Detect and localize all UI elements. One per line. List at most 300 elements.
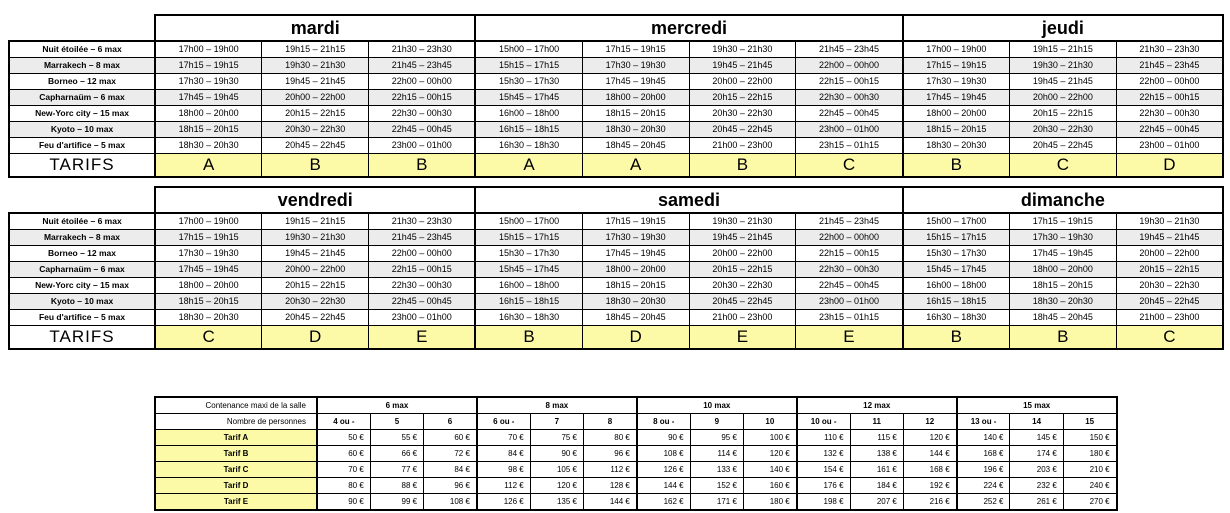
price-cell: 126 € <box>637 462 690 478</box>
time-slot: 16h15 – 18h15 <box>475 294 582 310</box>
time-slot: 21h45 – 23h45 <box>796 41 903 58</box>
time-slot: 17h30 – 19h30 <box>582 58 689 74</box>
room-name: Marrakech – 8 max <box>9 230 155 246</box>
time-slot: 22h30 – 00h30 <box>796 262 903 278</box>
time-slot: 16h30 – 18h30 <box>475 310 582 326</box>
time-slot: 22h00 – 00h00 <box>796 58 903 74</box>
time-slot: 22h45 – 00h45 <box>796 278 903 294</box>
corner-cell <box>9 15 155 41</box>
tarif-row <box>155 462 1117 478</box>
tarif-row <box>155 478 1117 494</box>
time-slot: 17h15 – 19h15 <box>582 213 689 230</box>
price-cell: 84 € <box>477 446 530 462</box>
price-cell: 192 € <box>903 478 956 494</box>
price-cell: 171 € <box>690 494 743 511</box>
price-cell: 72 € <box>424 446 477 462</box>
persons-count: 10 ou - <box>797 414 850 430</box>
time-slot: 20h30 – 22h30 <box>262 122 369 138</box>
room-row <box>9 41 1223 58</box>
persons-count: 11 <box>850 414 903 430</box>
price-cell: 84 € <box>424 462 477 478</box>
tarif-letter: D <box>1116 154 1223 178</box>
time-slot: 15h00 – 17h00 <box>903 213 1010 230</box>
time-slot: 18h15 – 20h15 <box>582 106 689 122</box>
tarif-letter: C <box>796 154 903 178</box>
time-slot: 21h45 – 23h45 <box>1116 58 1223 74</box>
capacity-group: 6 max <box>317 397 477 414</box>
time-slot: 22h15 – 00h15 <box>796 246 903 262</box>
time-slot: 16h00 – 18h00 <box>475 278 582 294</box>
time-slot: 17h30 – 19h30 <box>582 230 689 246</box>
price-cell: 198 € <box>797 494 850 511</box>
tarif-letter: E <box>796 326 903 350</box>
price-cell: 88 € <box>370 478 423 494</box>
price-cell: 154 € <box>797 462 850 478</box>
tarif-letter: D <box>262 326 369 350</box>
price-cell: 95 € <box>690 430 743 446</box>
room-row <box>9 74 1223 90</box>
time-slot: 17h45 – 19h45 <box>903 90 1010 106</box>
time-slot: 22h45 – 00h45 <box>369 122 476 138</box>
tarif-row <box>155 430 1117 446</box>
tarif-letter: E <box>689 326 796 350</box>
tarif-letter: B <box>903 154 1010 178</box>
room-row <box>9 90 1223 106</box>
room-row <box>9 106 1223 122</box>
room-name: Nuit étoilée – 6 max <box>9 41 155 58</box>
time-slot: 17h30 – 19h30 <box>155 74 262 90</box>
time-slot: 18h30 – 20h30 <box>582 294 689 310</box>
price-cell: 98 € <box>477 462 530 478</box>
price-cell: 162 € <box>637 494 690 511</box>
time-slot: 22h00 – 00h00 <box>369 74 476 90</box>
price-cell: 60 € <box>317 446 370 462</box>
price-cell: 180 € <box>743 494 796 511</box>
tarifs-row <box>9 154 1223 178</box>
price-cell: 140 € <box>957 430 1010 446</box>
price-cell: 138 € <box>850 446 903 462</box>
tarif-row <box>155 446 1117 462</box>
persons-count: 15 <box>1063 414 1116 430</box>
price-cell: 90 € <box>317 494 370 511</box>
time-slot: 17h00 – 19h00 <box>155 213 262 230</box>
time-slot: 21h45 – 23h45 <box>369 230 476 246</box>
schedule-table-week1 <box>8 14 1224 178</box>
room-row <box>9 230 1223 246</box>
price-cell: 60 € <box>424 430 477 446</box>
price-cell: 90 € <box>530 446 583 462</box>
time-slot: 19h45 – 21h45 <box>689 230 796 246</box>
price-cell: 75 € <box>530 430 583 446</box>
room-row <box>9 310 1223 326</box>
time-slot: 15h30 – 17h30 <box>475 246 582 262</box>
persons-count: 7 <box>530 414 583 430</box>
price-cell: 216 € <box>903 494 956 511</box>
time-slot: 23h00 – 01h00 <box>369 310 476 326</box>
time-slot: 15h45 – 17h45 <box>475 262 582 278</box>
persons-count: 6 ou - <box>477 414 530 430</box>
time-slot: 17h30 – 19h30 <box>1009 230 1116 246</box>
price-cell: 207 € <box>850 494 903 511</box>
price-cell: 152 € <box>690 478 743 494</box>
time-slot: 22h15 – 00h15 <box>369 90 476 106</box>
price-cell: 203 € <box>1010 462 1063 478</box>
price-cell: 108 € <box>424 494 477 511</box>
time-slot: 15h00 – 17h00 <box>475 213 582 230</box>
time-slot: 15h30 – 17h30 <box>475 74 582 90</box>
price-cell: 77 € <box>370 462 423 478</box>
price-cell: 140 € <box>743 462 796 478</box>
time-slot: 19h15 – 21h15 <box>262 41 369 58</box>
time-slot: 23h00 – 01h00 <box>796 122 903 138</box>
price-cell: 126 € <box>477 494 530 511</box>
time-slot: 18h45 – 20h45 <box>582 138 689 154</box>
price-cell: 120 € <box>530 478 583 494</box>
time-slot: 18h30 – 20h30 <box>582 122 689 138</box>
time-slot: 21h30 – 23h30 <box>369 41 476 58</box>
time-slot: 22h15 – 00h15 <box>1116 90 1223 106</box>
tarif-label: Tarif B <box>155 446 317 462</box>
capacity-group: 12 max <box>797 397 957 414</box>
time-slot: 15h15 – 17h15 <box>903 230 1010 246</box>
persons-count: 6 <box>424 414 477 430</box>
time-slot: 23h00 – 01h00 <box>369 138 476 154</box>
time-slot: 17h45 – 19h45 <box>582 74 689 90</box>
price-cell: 174 € <box>1010 446 1063 462</box>
tarif-letter: B <box>369 154 476 178</box>
time-slot: 20h15 – 22h15 <box>1009 106 1116 122</box>
time-slot: 16h15 – 18h15 <box>903 294 1010 310</box>
time-slot: 20h00 – 22h00 <box>689 74 796 90</box>
time-slot: 22h00 – 00h00 <box>369 246 476 262</box>
tarif-letter: C <box>155 326 262 350</box>
price-cell: 252 € <box>957 494 1010 511</box>
time-slot: 20h00 – 22h00 <box>1116 246 1223 262</box>
time-slot: 15h15 – 17h15 <box>475 58 582 74</box>
time-slot: 20h00 – 22h00 <box>1009 90 1116 106</box>
price-cell: 50 € <box>317 430 370 446</box>
capacity-group: 15 max <box>957 397 1117 414</box>
room-name: Capharnaüm – 6 max <box>9 262 155 278</box>
time-slot: 22h15 – 00h15 <box>796 74 903 90</box>
time-slot: 20h30 – 22h30 <box>1009 122 1116 138</box>
time-slot: 18h00 – 20h00 <box>582 90 689 106</box>
room-row <box>9 278 1223 294</box>
time-slot: 18h15 – 20h15 <box>155 122 262 138</box>
tarif-label: Tarif D <box>155 478 317 494</box>
tarifs-label: TARIFS <box>9 154 155 178</box>
capacity-group: 10 max <box>637 397 797 414</box>
time-slot: 20h30 – 22h30 <box>1116 278 1223 294</box>
time-slot: 20h15 – 22h15 <box>1116 262 1223 278</box>
price-cell: 150 € <box>1063 430 1116 446</box>
persons-count: 5 <box>370 414 423 430</box>
price-cell: 96 € <box>584 446 637 462</box>
time-slot: 19h30 – 21h30 <box>689 41 796 58</box>
time-slot: 20h45 – 22h45 <box>1116 294 1223 310</box>
persons-label: Nombre de personnes <box>155 414 317 430</box>
price-cell: 144 € <box>903 446 956 462</box>
time-slot: 18h00 – 20h00 <box>1009 262 1116 278</box>
time-slot: 20h30 – 22h30 <box>262 294 369 310</box>
price-cell: 70 € <box>317 462 370 478</box>
schedule-table-week2 <box>8 186 1224 350</box>
time-slot: 18h00 – 20h00 <box>155 106 262 122</box>
price-cell: 210 € <box>1063 462 1116 478</box>
price-cell: 128 € <box>584 478 637 494</box>
price-cell: 120 € <box>743 446 796 462</box>
price-cell: 270 € <box>1063 494 1116 511</box>
time-slot: 18h15 – 20h15 <box>1009 278 1116 294</box>
time-slot: 20h15 – 22h15 <box>262 106 369 122</box>
time-slot: 22h45 – 00h45 <box>796 106 903 122</box>
time-slot: 23h15 – 01h15 <box>796 138 903 154</box>
time-slot: 22h30 – 00h30 <box>369 278 476 294</box>
room-row <box>9 213 1223 230</box>
time-slot: 22h45 – 00h45 <box>1116 122 1223 138</box>
price-cell: 120 € <box>903 430 956 446</box>
time-slot: 17h15 – 19h15 <box>155 230 262 246</box>
persons-count: 8 <box>584 414 637 430</box>
time-slot: 15h45 – 17h45 <box>903 262 1010 278</box>
time-slot: 20h00 – 22h00 <box>689 246 796 262</box>
room-row <box>9 122 1223 138</box>
time-slot: 17h45 – 19h45 <box>155 90 262 106</box>
time-slot: 17h15 – 19h15 <box>582 41 689 58</box>
tarif-label: Tarif A <box>155 430 317 446</box>
price-cell: 114 € <box>690 446 743 462</box>
tarifs-row <box>9 326 1223 350</box>
room-row <box>9 246 1223 262</box>
time-slot: 19h45 – 21h45 <box>1116 230 1223 246</box>
time-slot: 19h45 – 21h45 <box>689 58 796 74</box>
time-slot: 19h30 – 21h30 <box>689 213 796 230</box>
price-cell: 70 € <box>477 430 530 446</box>
time-slot: 19h15 – 21h15 <box>1009 41 1116 58</box>
price-cell: 144 € <box>637 478 690 494</box>
persons-count: 13 ou - <box>957 414 1010 430</box>
room-name: Borneo – 12 max <box>9 246 155 262</box>
time-slot: 20h15 – 22h15 <box>262 278 369 294</box>
time-slot: 20h45 – 22h45 <box>262 310 369 326</box>
price-cell: 168 € <box>957 446 1010 462</box>
persons-count: 9 <box>690 414 743 430</box>
time-slot: 17h45 – 19h45 <box>1009 246 1116 262</box>
time-slot: 17h15 – 19h15 <box>903 58 1010 74</box>
tarifs-label: TARIFS <box>9 326 155 350</box>
price-cell: 112 € <box>477 478 530 494</box>
time-slot: 23h00 – 01h00 <box>796 294 903 310</box>
price-cell: 240 € <box>1063 478 1116 494</box>
price-cell: 133 € <box>690 462 743 478</box>
persons-row <box>155 414 1117 430</box>
tarif-letter: B <box>262 154 369 178</box>
time-slot: 20h15 – 22h15 <box>689 262 796 278</box>
day-header-row <box>9 15 1223 41</box>
price-cell: 176 € <box>797 478 850 494</box>
time-slot: 19h45 – 21h45 <box>262 246 369 262</box>
price-cell: 161 € <box>850 462 903 478</box>
price-cell: 80 € <box>317 478 370 494</box>
tarif-letter: B <box>903 326 1010 350</box>
price-cell: 96 € <box>424 478 477 494</box>
pricing-table <box>154 396 1118 511</box>
time-slot: 15h15 – 17h15 <box>475 230 582 246</box>
time-slot: 22h30 – 00h30 <box>1116 106 1223 122</box>
tarif-letter: A <box>475 154 582 178</box>
time-slot: 17h15 – 19h15 <box>1009 213 1116 230</box>
time-slot: 22h00 – 00h00 <box>1116 74 1223 90</box>
tarif-letter: B <box>689 154 796 178</box>
persons-count: 10 <box>743 414 796 430</box>
room-name: Kyoto – 10 max <box>9 122 155 138</box>
time-slot: 18h30 – 20h30 <box>155 138 262 154</box>
time-slot: 16h30 – 18h30 <box>903 310 1010 326</box>
time-slot: 20h15 – 22h15 <box>689 90 796 106</box>
time-slot: 16h30 – 18h30 <box>475 138 582 154</box>
time-slot: 19h30 – 21h30 <box>262 230 369 246</box>
time-slot: 19h45 – 21h45 <box>1009 74 1116 90</box>
time-slot: 20h45 – 22h45 <box>689 122 796 138</box>
persons-count: 8 ou - <box>637 414 690 430</box>
time-slot: 22h45 – 00h45 <box>369 294 476 310</box>
time-slot: 16h00 – 18h00 <box>475 106 582 122</box>
capacity-row <box>155 397 1117 414</box>
time-slot: 18h45 – 20h45 <box>1009 310 1116 326</box>
tarif-label: Tarif C <box>155 462 317 478</box>
price-cell: 224 € <box>957 478 1010 494</box>
time-slot: 18h00 – 20h00 <box>582 262 689 278</box>
time-slot: 18h30 – 20h30 <box>155 310 262 326</box>
price-cell: 55 € <box>370 430 423 446</box>
capacity-label: Contenance maxi de la salle <box>155 397 317 414</box>
time-slot: 18h30 – 20h30 <box>1009 294 1116 310</box>
day-name: mardi <box>155 15 475 41</box>
time-slot: 20h30 – 22h30 <box>689 278 796 294</box>
price-cell: 112 € <box>584 462 637 478</box>
corner-cell <box>9 187 155 213</box>
time-slot: 20h00 – 22h00 <box>262 262 369 278</box>
time-slot: 23h15 – 01h15 <box>796 310 903 326</box>
tarif-letter: C <box>1009 154 1116 178</box>
time-slot: 20h45 – 22h45 <box>689 294 796 310</box>
time-slot: 15h00 – 17h00 <box>475 41 582 58</box>
time-slot: 15h45 – 17h45 <box>475 90 582 106</box>
time-slot: 18h30 – 20h30 <box>903 138 1010 154</box>
room-name: Feu d'artifice – 5 max <box>9 138 155 154</box>
price-cell: 99 € <box>370 494 423 511</box>
price-cell: 100 € <box>743 430 796 446</box>
time-slot: 15h30 – 17h30 <box>903 246 1010 262</box>
room-name: Kyoto – 10 max <box>9 294 155 310</box>
time-slot: 21h00 – 23h00 <box>689 310 796 326</box>
time-slot: 22h30 – 00h30 <box>796 90 903 106</box>
time-slot: 22h30 – 00h30 <box>369 106 476 122</box>
tarif-row <box>155 494 1117 511</box>
time-slot: 21h45 – 23h45 <box>369 58 476 74</box>
time-slot: 18h00 – 20h00 <box>903 106 1010 122</box>
time-slot: 17h00 – 19h00 <box>155 41 262 58</box>
tarif-letter: A <box>155 154 262 178</box>
time-slot: 22h00 – 00h00 <box>796 230 903 246</box>
tarif-letter: D <box>582 326 689 350</box>
price-cell: 160 € <box>743 478 796 494</box>
time-slot: 17h00 – 19h00 <box>903 41 1010 58</box>
tarif-letter: B <box>475 326 582 350</box>
time-slot: 17h30 – 19h30 <box>155 246 262 262</box>
time-slot: 22h15 – 00h15 <box>369 262 476 278</box>
room-name: Marrakech – 8 max <box>9 58 155 74</box>
day-name: dimanche <box>903 187 1223 213</box>
room-name: Capharnaüm – 6 max <box>9 90 155 106</box>
tarif-letter: C <box>1116 326 1223 350</box>
time-slot: 18h15 – 20h15 <box>155 294 262 310</box>
room-row <box>9 294 1223 310</box>
capacity-group: 8 max <box>477 397 637 414</box>
room-row <box>9 138 1223 154</box>
time-slot: 19h15 – 21h15 <box>262 213 369 230</box>
persons-count: 4 ou - <box>317 414 370 430</box>
time-slot: 21h00 – 23h00 <box>1116 310 1223 326</box>
price-cell: 66 € <box>370 446 423 462</box>
time-slot: 21h00 – 23h00 <box>689 138 796 154</box>
room-name: Feu d'artifice – 5 max <box>9 310 155 326</box>
price-cell: 90 € <box>637 430 690 446</box>
persons-count: 12 <box>903 414 956 430</box>
price-cell: 261 € <box>1010 494 1063 511</box>
time-slot: 17h30 – 19h30 <box>903 74 1010 90</box>
time-slot: 19h45 – 21h45 <box>262 74 369 90</box>
persons-count: 14 <box>1010 414 1063 430</box>
time-slot: 18h45 – 20h45 <box>582 310 689 326</box>
time-slot: 21h30 – 23h30 <box>1116 41 1223 58</box>
time-slot: 23h00 – 01h00 <box>1116 138 1223 154</box>
day-name: samedi <box>475 187 902 213</box>
time-slot: 18h15 – 20h15 <box>582 278 689 294</box>
room-name: New-Yorc city – 15 max <box>9 278 155 294</box>
room-name: New-Yorc city – 15 max <box>9 106 155 122</box>
room-row <box>9 262 1223 278</box>
day-header-row <box>9 187 1223 213</box>
time-slot: 17h15 – 19h15 <box>155 58 262 74</box>
tarif-letter: E <box>369 326 476 350</box>
day-name: jeudi <box>903 15 1223 41</box>
price-cell: 108 € <box>637 446 690 462</box>
time-slot: 21h45 – 23h45 <box>796 213 903 230</box>
price-cell: 105 € <box>530 462 583 478</box>
time-slot: 20h45 – 22h45 <box>1009 138 1116 154</box>
time-slot: 16h15 – 18h15 <box>475 122 582 138</box>
time-slot: 19h30 – 21h30 <box>1116 213 1223 230</box>
tarif-letter: B <box>1009 326 1116 350</box>
price-cell: 135 € <box>530 494 583 511</box>
time-slot: 20h30 – 22h30 <box>689 106 796 122</box>
tarif-label: Tarif E <box>155 494 317 511</box>
day-name: vendredi <box>155 187 475 213</box>
price-cell: 196 € <box>957 462 1010 478</box>
price-cell: 180 € <box>1063 446 1116 462</box>
day-name: mercredi <box>475 15 902 41</box>
time-slot: 21h30 – 23h30 <box>369 213 476 230</box>
price-cell: 168 € <box>903 462 956 478</box>
time-slot: 16h00 – 18h00 <box>903 278 1010 294</box>
time-slot: 18h00 – 20h00 <box>155 278 262 294</box>
time-slot: 20h45 – 22h45 <box>262 138 369 154</box>
room-row <box>9 58 1223 74</box>
tarif-letter: A <box>582 154 689 178</box>
price-cell: 115 € <box>850 430 903 446</box>
time-slot: 17h45 – 19h45 <box>155 262 262 278</box>
